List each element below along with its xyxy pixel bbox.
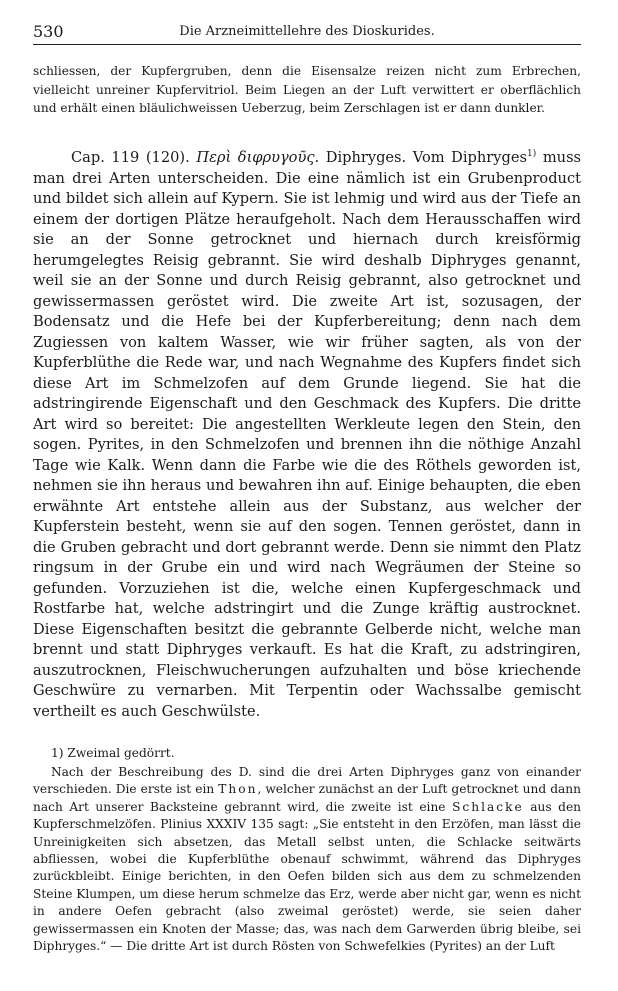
footnote-text: Zweimal gedörrt. — [67, 746, 175, 760]
running-title: Die Arzneimittellehre des Dioskurides. — [179, 24, 435, 39]
chapter-intro: Vom Diphryges — [412, 149, 527, 166]
commentary-part-2: , welcher zunächst an der Luft getrocknet und dann nach Art unserer Backsteine gebrannt wird, die zweite ist eine — [33, 782, 582, 814]
term-schlacke: Schlacke — [452, 799, 524, 814]
chapter-body: muss man drei Arten unterscheiden. Die eine nämlich ist ein Grubenproduct und bildet sich allein auf Kypern. Sie ist lehmig und wird aus der Tiefe an einem der dortigen Plätze heraufgeholt. Nach dem Herausschaffen wird sie an der Sonne getrocknet und hiernach durch kreisförmig herumgelegtes Reisig gebrannt. Sie wird deshalb Diphryges genannt, weil sie an der Sonne und durch Reisig gebrannt, also getrocknet und gewissermassen geröstet wird. Die zweite Art ist, sozusagen, der Bodensatz und die Hefe bei der Kupferbereitung; denn nach dem Zugiessen von kaltem Wasser, wie wir früher sagten, als von der Kupferblüthe die Rede war, und nach Wegnahme des Kupfers findet sich diese Art im Schmelzofen auf dem Grunde liegend. Sie hat die adstringirende Eigenschaft und den Geschmack des Kupfers. Die dritte Art wird so bereitet: Die angestellten Werkleute legen den Stein, den sogen. Pyrites, in den Schmelzofen und brennen ihn die nöthige Anzahl Tage wie Kalk. Wenn dann die Farbe wie die des Röthels geworden ist, nehmen sie ihn heraus und bewahren ihn auf. Einige behaupten, die eben erwähnte Art entstehe allein aus der Substanz, aus welcher der Kupferstein besteht, wenn sie auf den sogen. Tennen geröstet, dann in die Gruben gebracht und dort gebrannt werde. Denn sie nimmt den Platz ringsum in der Grube ein und wird nach Wegräumen der Steine so gefunden. Vorzuziehen ist die, welche einen Kupfergeschmack und Rostfarbe hat, welche adstringirt und die Zunge kräftig austrocknet. Diese Eigenschaften besitzt die gebrannte Gelberde nicht, welche man brennt und statt Diphryges verkauft. Es hat die Kraft, zu adstringiren, auszutrocknen, Fleischwucherungen aufzuhalten und böse kriechende Geschwüre zu vernarben. Mit Terpentin oder Wachssalbe gemischt vertheilt es auch Geschwülste. — [33, 149, 582, 720]
greek-title: Περὶ διφρυγοῦς. — [196, 149, 320, 166]
page-number: 530 — [33, 22, 64, 41]
footnote-reference[interactable]: 1) — [526, 149, 537, 160]
chapter-paragraph — [33, 148, 581, 722]
chapter-number: Cap. 119 (120). — [71, 149, 190, 166]
commentary-paragraph — [33, 764, 581, 955]
footnote — [33, 744, 581, 762]
continued-paragraph: schliessen, der Kupfergruben, denn die Eisensalze reizen nicht zum Erbrechen, vielleicht unreiner Kupfervitriol. Beim Liegen an der Luft verwittert er oberflächlich und erhält einen bläulichweissen Ueberzug, beim Zerschlagen ist er dann dunkler. — [33, 64, 581, 115]
footnote-mark: 1) — [51, 746, 64, 760]
chapter-title: Diphryges. — [325, 149, 407, 166]
term-thon: Thon — [218, 782, 258, 797]
page-header — [33, 20, 581, 45]
commentary-part-1: Nach der Beschreibung des D. sind die drei Arten Diphryges ganz von einander verschieden. Die erste ist ein — [33, 765, 581, 797]
commentary-part-3: aus den Kupferschmelzöfen. Plinius XXXIV 135 sagt: „Sie entsteht in den Erzöfen, man lässt die Unreinigkeiten sich absetzen, das Metall selbst unten, die Schlacke seitwärts abfliessen, wobei die Kupferblüthe obenauf schwimmt, während das Diphryges zurückbleibt. Einige berichten, in den Oefen bilden sich aus dem zu schmelzenden Steine Klumpen, um diese herum schmelze das Erz, werde aber nicht gar, wenn es nicht in andere Oefen gebracht (also zweimal geröstet) werde, sie seien daher gewissermassen ein Knoten der Masse; das, was nach dem Garwerden übrig bleibe, sei Diphryges.“ — Die dritte Art ist durch Rösten von Schwefelkies (Pyrites) an der Luft — [33, 799, 582, 954]
